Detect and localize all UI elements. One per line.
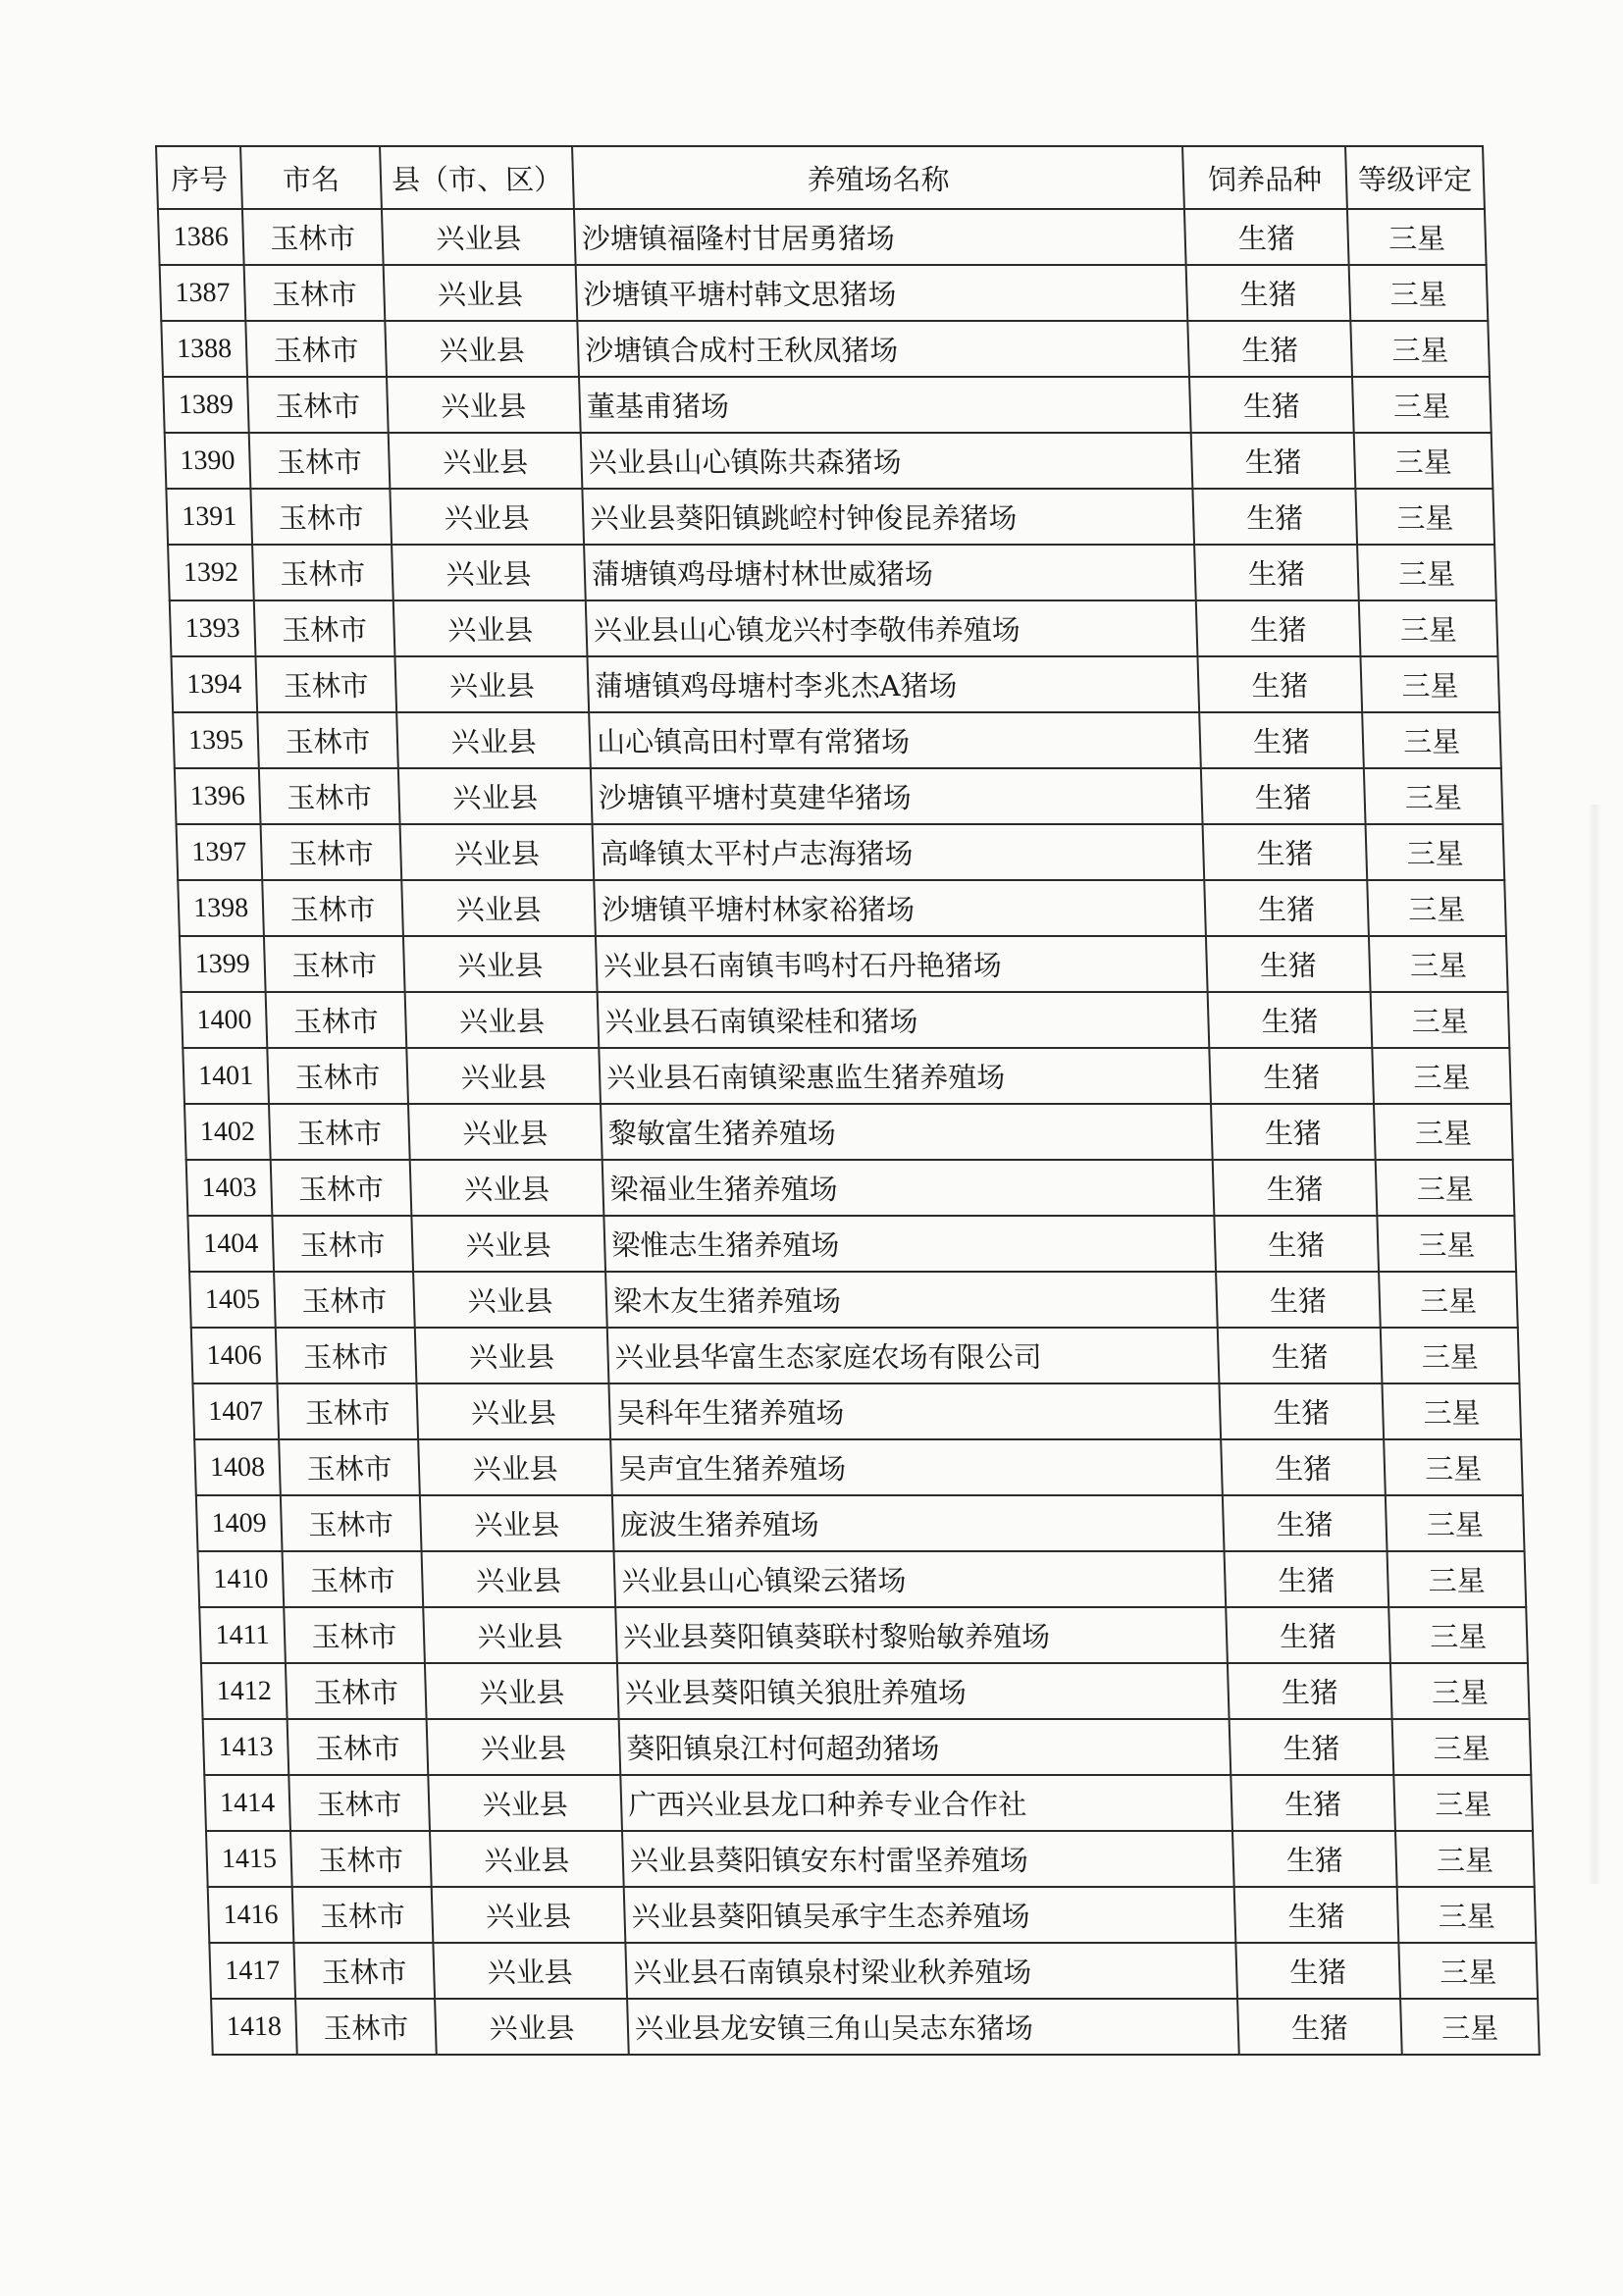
cell-rating: 三星 [1390,1663,1530,1719]
cell-county: 兴业县 [410,1160,604,1216]
table-row [204,1775,1533,1831]
cell-species: 生猪 [1189,377,1354,433]
table-row [158,209,1487,265]
cell-rating: 三星 [1366,824,1505,880]
cell-seq: 1393 [170,600,256,656]
cell-city: 玉林市 [290,1831,432,1887]
cell-seq: 1413 [203,1719,289,1775]
table-row [211,1999,1540,2055]
cell-county: 兴业县 [406,1048,601,1104]
cell-seq: 1404 [187,1216,274,1272]
table-row [161,321,1490,377]
table-row [183,1048,1511,1104]
cell-rating: 三星 [1349,265,1489,321]
cell-county: 兴业县 [420,1495,614,1551]
cell-seq: 1402 [184,1104,271,1160]
cell-species: 生猪 [1237,1999,1402,2055]
cell-seq: 1409 [196,1495,283,1551]
cell-county: 兴业县 [398,768,593,824]
cell-rating: 三星 [1377,1216,1516,1272]
cell-rating: 三星 [1397,1887,1537,1943]
cell-county: 兴业县 [382,209,576,265]
cell-seq: 1386 [158,209,244,265]
cell-county: 兴业县 [408,1104,602,1160]
cell-seq: 1387 [160,265,246,321]
cell-city: 玉林市 [286,1663,427,1719]
cell-farm-name: 兴业县葵阳镇关狼肚养殖场 [617,1663,1230,1719]
cell-county: 兴业县 [423,1607,617,1663]
cell-city: 玉林市 [249,433,391,489]
cell-species: 生猪 [1228,1663,1392,1719]
cell-rating: 三星 [1393,1775,1533,1831]
cell-rating: 三星 [1387,1551,1527,1607]
cell-county: 兴业县 [387,377,581,433]
cell-city: 玉林市 [269,1104,410,1160]
header-seq: 序号 [156,146,242,209]
cell-county: 兴业县 [384,265,578,321]
cell-species: 生猪 [1191,433,1356,489]
cell-species: 生猪 [1218,1328,1383,1383]
cell-seq: 1401 [183,1048,269,1104]
cell-county: 兴业县 [385,321,579,377]
cell-species: 生猪 [1206,936,1371,992]
cell-rating: 三星 [1347,209,1487,265]
cell-farm-name: 兴业县葵阳镇跳崆村钟俊昆养猪场 [582,489,1194,545]
cell-county: 兴业县 [425,1663,619,1719]
cell-seq: 1395 [173,712,259,768]
cell-seq: 1398 [178,880,264,936]
cell-rating: 三星 [1392,1719,1532,1775]
cell-county: 兴业县 [393,600,588,656]
cell-city: 玉林市 [254,600,395,656]
cell-species: 生猪 [1196,600,1361,656]
cell-species: 生猪 [1192,489,1357,545]
cell-farm-name: 兴业县石南镇梁惠监生猪养殖场 [599,1048,1211,1104]
cell-county: 兴业县 [427,1719,621,1775]
table-row [178,880,1506,936]
cell-county: 兴业县 [435,1999,629,2055]
cell-seq: 1396 [175,768,261,824]
cell-seq: 1400 [182,992,268,1048]
cell-rating: 三星 [1355,489,1494,545]
cell-farm-name: 吴声宜生猪养殖场 [610,1439,1223,1495]
table-row [177,824,1505,880]
cell-species: 生猪 [1230,1719,1394,1775]
cell-county: 兴业县 [413,1272,607,1328]
table-row [173,712,1501,768]
table-row [184,1104,1513,1160]
cell-county: 兴业县 [430,1831,624,1887]
header-rating: 等级评定 [1345,146,1485,209]
table-row [198,1551,1527,1607]
cell-city: 玉林市 [271,1160,412,1216]
cell-species: 生猪 [1235,1943,1400,1999]
cell-city: 玉林市 [267,1048,408,1104]
header-species: 饲养品种 [1182,146,1347,209]
cell-rating: 三星 [1374,1104,1513,1160]
cell-city: 玉林市 [266,992,407,1048]
cell-farm-name: 兴业县葵阳镇吴承宇生态养殖场 [624,1887,1236,1943]
table-row [186,1160,1515,1216]
cell-county: 兴业县 [432,1887,626,1943]
table-row [191,1328,1520,1383]
cell-farm-name: 沙塘镇平塘村莫建华猪场 [591,768,1203,824]
header-city: 市名 [240,146,382,209]
cell-city: 玉林市 [264,936,405,992]
cell-species: 生猪 [1184,209,1349,265]
cell-city: 玉林市 [257,712,398,768]
table-row [165,433,1493,489]
header-farm-name: 养殖场名称 [572,146,1184,209]
cell-species: 生猪 [1216,1272,1381,1328]
cell-farm-name: 沙塘镇福隆村甘居勇猪场 [574,209,1186,265]
cell-seq: 1389 [163,377,249,433]
cell-farm-name: 兴业县山心镇龙兴村李敬伟养殖场 [586,600,1198,656]
cell-seq: 1392 [168,545,254,600]
table-row [187,1216,1516,1272]
farm-rating-table [155,145,1541,2056]
cell-farm-name: 梁福业生猪养殖场 [602,1160,1215,1216]
cell-city: 玉林市 [277,1383,418,1439]
table-row [189,1272,1518,1328]
cell-farm-name: 葵阳镇泉江村何超劲猪场 [619,1719,1231,1775]
cell-city: 玉林市 [261,824,402,880]
cell-farm-name: 兴业县龙安镇三角山吴志东猪场 [627,1999,1239,2055]
table-row [160,265,1489,321]
cell-seq: 1405 [189,1272,276,1328]
cell-rating: 三星 [1372,1048,1511,1104]
cell-city: 玉林市 [284,1607,425,1663]
cell-species: 生猪 [1187,321,1352,377]
table-row [196,1495,1525,1551]
cell-species: 生猪 [1203,824,1368,880]
cell-rating: 三星 [1369,936,1508,992]
cell-rating: 三星 [1384,1439,1523,1495]
cell-city: 玉林市 [295,1999,437,2055]
table-row [199,1607,1528,1663]
table-row [180,936,1508,992]
cell-seq: 1414 [204,1775,290,1831]
cell-rating: 三星 [1364,768,1503,824]
cell-seq: 1394 [171,656,257,712]
cell-city: 玉林市 [274,1272,415,1328]
table-row [168,545,1496,600]
table-header-row [156,146,1485,209]
cell-city: 玉林市 [292,1887,434,1943]
cell-farm-name: 兴业县山心镇梁云猪场 [614,1551,1227,1607]
cell-farm-name: 兴业县石南镇韦鸣村石丹艳猪场 [596,936,1208,992]
cell-rating: 三星 [1386,1495,1525,1551]
cell-city: 玉林市 [272,1216,413,1272]
cell-county: 兴业县 [418,1439,612,1495]
cell-farm-name: 兴业县葵阳镇安东村雷坚养殖场 [622,1831,1234,1887]
cell-farm-name: 梁木友生猪养殖场 [605,1272,1218,1328]
cell-seq: 1397 [177,824,263,880]
table-row [192,1383,1521,1439]
cell-rating: 三星 [1381,1328,1520,1383]
table-row [182,992,1510,1048]
table-row [194,1439,1523,1495]
cell-farm-name: 黎敏富生猪养殖场 [601,1104,1213,1160]
cell-seq: 1399 [180,936,266,992]
cell-city: 玉林市 [259,768,400,824]
cell-county: 兴业县 [396,712,591,768]
cell-species: 生猪 [1213,1160,1378,1216]
cell-rating: 三星 [1359,600,1498,656]
cell-city: 玉林市 [276,1328,417,1383]
cell-seq: 1418 [211,1999,297,2055]
cell-county: 兴业县 [415,1328,609,1383]
cell-farm-name: 梁惟志生猪养殖场 [603,1216,1216,1272]
table-row [175,768,1503,824]
cell-farm-name: 沙塘镇平塘村林家裕猪场 [594,880,1206,936]
cell-species: 生猪 [1221,1439,1386,1495]
cell-species: 生猪 [1199,712,1364,768]
cell-species: 生猪 [1223,1495,1387,1551]
table-row [163,377,1492,433]
table-row [201,1663,1530,1719]
cell-farm-name: 山心镇高田村覃有常猪场 [589,712,1201,768]
cell-species: 生猪 [1226,1607,1390,1663]
cell-county: 兴业县 [411,1216,605,1272]
cell-rating: 三星 [1371,992,1510,1048]
cell-farm-name: 沙塘镇平塘村韩文思猪场 [576,265,1188,321]
table-row [203,1719,1532,1775]
cell-rating: 三星 [1350,321,1490,377]
table-row [209,1943,1538,1999]
table-row [208,1887,1537,1943]
cell-seq: 1407 [192,1383,279,1439]
cell-species: 生猪 [1230,1775,1395,1831]
cell-county: 兴业县 [389,433,583,489]
cell-city: 玉林市 [293,1943,435,1999]
cell-city: 玉林市 [281,1495,422,1551]
cell-species: 生猪 [1197,656,1362,712]
cell-farm-name: 广西兴业县龙口种养专业合作社 [620,1775,1232,1831]
cell-farm-name: 兴业县葵阳镇葵联村黎贻敏养殖场 [615,1607,1228,1663]
cell-seq: 1388 [161,321,247,377]
cell-rating: 三星 [1395,1831,1535,1887]
cell-farm-name: 兴业县山心镇陈共森猪场 [581,433,1193,489]
cell-farm-name: 高峰镇太平村卢志海猪场 [593,824,1205,880]
cell-city: 玉林市 [250,489,392,545]
cell-rating: 三星 [1382,1383,1521,1439]
cell-county: 兴业县 [403,936,598,992]
cell-seq: 1410 [198,1551,285,1607]
cell-county: 兴业县 [422,1551,616,1607]
cell-seq: 1411 [199,1607,286,1663]
cell-city: 玉林市 [252,545,393,600]
cell-seq: 1416 [208,1887,294,1943]
cell-species: 生猪 [1209,1048,1374,1104]
cell-species: 生猪 [1225,1551,1389,1607]
cell-species: 生猪 [1214,1216,1379,1272]
cell-county: 兴业县 [405,992,600,1048]
cell-rating: 三星 [1360,656,1499,712]
cell-farm-name: 兴业县石南镇梁桂和猪场 [598,992,1210,1048]
cell-county: 兴业县 [390,489,584,545]
table-row [166,489,1494,545]
cell-city: 玉林市 [242,209,384,265]
cell-rating: 三星 [1398,1943,1538,1999]
cell-city: 玉林市 [245,321,387,377]
cell-farm-name: 蒲塘镇鸡母塘村林世威猪场 [584,545,1196,600]
cell-rating: 三星 [1352,377,1492,433]
cell-farm-name: 蒲塘镇鸡母塘村李兆杰A猪场 [587,656,1199,712]
cell-species: 生猪 [1194,545,1359,600]
cell-rating: 三星 [1400,1999,1540,2055]
cell-county: 兴业县 [428,1775,622,1831]
cell-seq: 1391 [166,489,252,545]
cell-seq: 1412 [201,1663,288,1719]
cell-rating: 三星 [1376,1160,1515,1216]
cell-rating: 三星 [1367,880,1506,936]
cell-species: 生猪 [1208,992,1373,1048]
cell-seq: 1417 [209,1943,295,1999]
cell-city: 玉林市 [288,1775,430,1831]
cell-rating: 三星 [1388,1607,1528,1663]
table-row [206,1831,1535,1887]
cell-county: 兴业县 [400,824,595,880]
table-row [171,656,1499,712]
cell-species: 生猪 [1234,1887,1399,1943]
scan-shadow [1588,805,1601,1884]
cell-seq: 1408 [194,1439,281,1495]
cell-farm-name: 董基甫猪场 [579,377,1191,433]
cell-rating: 三星 [1379,1272,1518,1328]
cell-species: 生猪 [1211,1104,1376,1160]
cell-city: 玉林市 [283,1551,424,1607]
cell-city: 玉林市 [279,1439,420,1495]
table-body [158,209,1540,2055]
cell-city: 玉林市 [288,1719,429,1775]
cell-farm-name: 沙塘镇合成村王秋凤猪场 [577,321,1189,377]
cell-seq: 1403 [186,1160,273,1216]
cell-species: 生猪 [1186,265,1351,321]
cell-seq: 1406 [191,1328,278,1383]
cell-species: 生猪 [1204,880,1369,936]
cell-seq: 1390 [165,433,251,489]
cell-county: 兴业县 [401,880,596,936]
cell-species: 生猪 [1201,768,1366,824]
table-row [170,600,1498,656]
cell-farm-name: 兴业县石南镇泉村梁业秋养殖场 [625,1943,1237,1999]
cell-farm-name: 吴科年生猪养殖场 [608,1383,1221,1439]
cell-rating: 三星 [1354,433,1493,489]
cell-city: 玉林市 [262,880,403,936]
cell-farm-name: 庞波生猪养殖场 [612,1495,1225,1551]
cell-seq: 1415 [206,1831,292,1887]
cell-city: 玉林市 [247,377,389,433]
cell-city: 玉林市 [255,656,396,712]
cell-species: 生猪 [1232,1831,1397,1887]
cell-city: 玉林市 [244,265,386,321]
cell-farm-name: 兴业县华富生态家庭农场有限公司 [607,1328,1220,1383]
cell-rating: 三星 [1357,545,1496,600]
cell-county: 兴业县 [433,1943,627,1999]
cell-rating: 三星 [1362,712,1501,768]
cell-county: 兴业县 [416,1383,610,1439]
header-county: 县（市、区） [380,146,574,209]
cell-species: 生猪 [1219,1383,1384,1439]
cell-county: 兴业县 [392,545,586,600]
cell-county: 兴业县 [394,656,589,712]
